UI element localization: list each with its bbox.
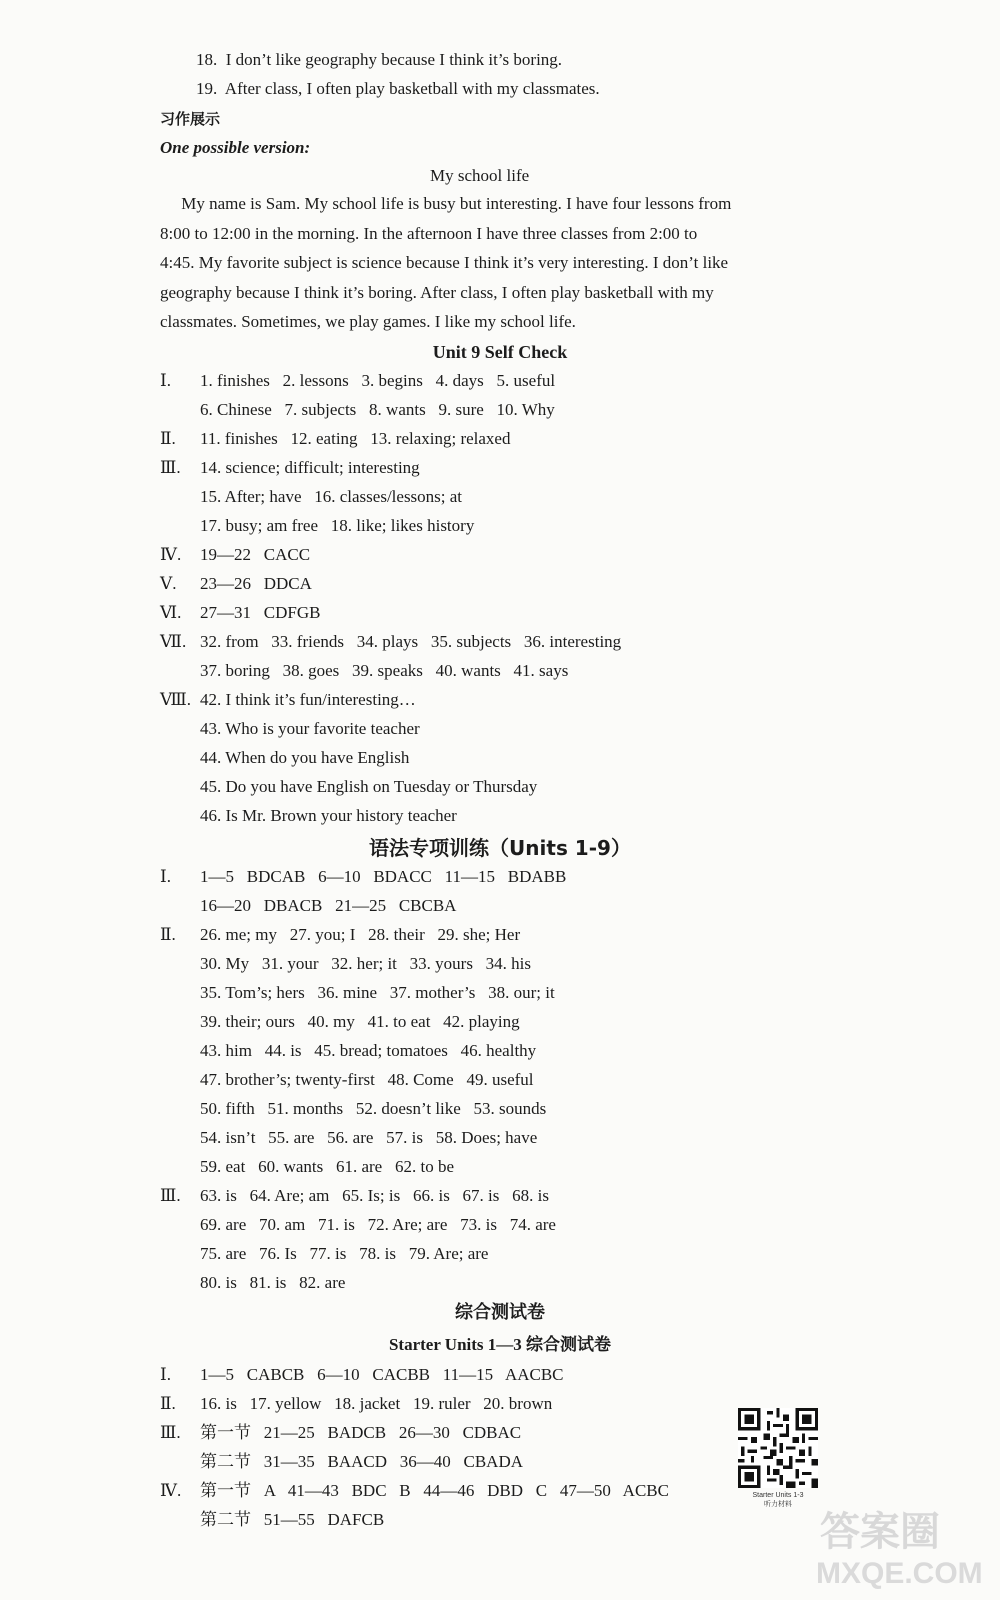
answer-line: 43. him 44. is 45. bread; tomatoes 46. healthy (200, 1041, 537, 1060)
answer-line: 23—26 DDCA (200, 574, 312, 593)
section-title-unit9: Unit 9 Self Check (432, 342, 568, 362)
answer-line: 1. finishes 2. lessons 3. begins 4. days 5. useful (200, 371, 556, 390)
section-title-test: 综合测试卷 (455, 1302, 545, 1323)
answer-line: 6. Chinese 7. subjects 8. wants 9. sure 10. Why (200, 400, 555, 419)
roman-numeral: Ⅵ. (160, 603, 182, 622)
answer-line: 32. from 33. friends 34. plays 35. subjects 36. interesting (200, 632, 622, 651)
essay-line: My name is Sam. My school life is busy but interesting. I have four lessons from (160, 194, 732, 213)
answer-line: 37. boring 38. goes 39. speaks 40. wants 41. says (200, 661, 569, 680)
answer-line: 第二节 31—35 BAACD 36—40 CBADA (200, 1452, 524, 1471)
essay-title: My school life (430, 166, 530, 185)
answer-line: 44. When do you have English (200, 748, 410, 767)
roman-numeral: Ⅷ. (160, 690, 192, 709)
roman-numeral: Ⅳ. (160, 545, 182, 564)
answer-line: 80. is 81. is 82. are (200, 1273, 346, 1292)
answer-line: 45. Do you have English on Tuesday or Thursday (200, 777, 538, 796)
roman-numeral: Ⅰ. (160, 867, 171, 886)
answer-line: 63. is 64. Are; am 65. Is; is 66. is 67. is 68. is (200, 1186, 549, 1205)
roman-numeral: Ⅲ. (160, 1186, 181, 1205)
roman-numeral: Ⅱ. (160, 429, 176, 448)
roman-numeral: Ⅲ. (160, 1423, 181, 1442)
watermark-url: MXQE.COM (816, 1557, 983, 1590)
answer-line: 42. I think it’s fun/interesting… (200, 690, 416, 709)
roman-numeral: Ⅱ. (160, 1394, 176, 1413)
section-subtitle-test: Starter Units 1—3 综合测试卷 (388, 1335, 612, 1354)
answer-line: 50. fifth 51. months 52. doesn’t like 53. sounds (200, 1099, 547, 1118)
answer-line: 19—22 CACC (200, 545, 311, 564)
roman-numeral: Ⅱ. (160, 925, 176, 944)
answer-line: 47. brother’s; twenty-first 48. Come 49. useful (200, 1070, 534, 1089)
roman-numeral: Ⅲ. (160, 458, 181, 477)
writing-section-label: 习作展示 (160, 110, 221, 128)
essay-line: geography because I think it’s boring. After class, I often play basketball with my (160, 283, 714, 302)
roman-numeral: Ⅳ. (160, 1481, 182, 1500)
answer-line: 16. is 17. yellow 18. jacket 19. ruler 20. brown (200, 1394, 553, 1413)
answer-line: 43. Who is your favorite teacher (200, 719, 420, 738)
answer-line: 19. After class, I often play basketball with my classmates. (196, 79, 600, 98)
essay-line: classmates. Sometimes, we play games. I like my school life. (160, 312, 576, 331)
roman-numeral: Ⅴ. (160, 574, 177, 593)
roman-numeral: Ⅰ. (160, 371, 171, 390)
answer-line: 35. Tom’s; hers 36. mine 37. mother’s 38. our; it (200, 983, 555, 1002)
answer-line: 75. are 76. Is 77. is 78. is 79. Are; are (200, 1244, 489, 1263)
answer-line: 30. My 31. your 32. her; it 33. yours 34. his (200, 954, 532, 973)
roman-numeral: Ⅰ. (160, 1365, 171, 1384)
answer-line: 69. are 70. am 71. is 72. Are; are 73. is 74. are (200, 1215, 556, 1234)
version-label: One possible version: (160, 138, 311, 157)
section-title-grammar: 语法专项训练（Units 1-9） (369, 836, 631, 860)
answer-line: 11. finishes 12. eating 13. relaxing; relaxed (200, 429, 511, 448)
answer-line: 1—5 CABCB 6—10 CACBB 11—15 AACBC (200, 1365, 564, 1384)
qr-caption: Starter Units 1-3 听力材料 (752, 1492, 804, 1508)
answer-line: 16—20 DBACB 21—25 CBCBA (200, 896, 457, 915)
essay-line: 8:00 to 12:00 in the morning. In the afternoon I have three classes from 2:00 to (160, 224, 698, 243)
answer-line: 46. Is Mr. Brown your history teacher (200, 806, 457, 825)
answer-line: 第二节 51—55 DAFCB (200, 1510, 385, 1529)
answer-line: 第一节 A 41—43 BDC B 44—46 DBD C 47—50 ACBC (200, 1481, 669, 1500)
answer-line: 17. busy; am free 18. like; likes history (200, 516, 475, 535)
answer-line: 27—31 CDFGB (200, 603, 321, 622)
answer-line: 15. After; have 16. classes/lessons; at (200, 487, 463, 506)
answer-line: 18. I don’t like geography because I think it’s boring. (196, 50, 563, 69)
answer-line: 第一节 21—25 BADCB 26—30 CDBAC (200, 1423, 522, 1442)
qr-code (738, 1408, 818, 1488)
answer-line: 26. me; my 27. you; I 28. their 29. she; Her (200, 925, 521, 944)
answer-line: 1—5 BDCAB 6—10 BDACC 11—15 BDABB (200, 867, 567, 886)
answer-line: 14. science; difficult; interesting (200, 458, 420, 477)
answer-line: 54. isn’t 55. are 56. are 57. is 58. Does; have (200, 1128, 538, 1147)
answer-line: 59. eat 60. wants 61. are 62. to be (200, 1157, 454, 1176)
watermark-logo: 答案圈 (820, 1509, 940, 1555)
answer-line: 39. their; ours 40. my 41. to eat 42. playing (200, 1012, 520, 1031)
essay-line: 4:45. My favorite subject is science because I think it’s very interesting. I don’t like (160, 253, 729, 272)
roman-numeral: Ⅶ. (160, 632, 187, 651)
